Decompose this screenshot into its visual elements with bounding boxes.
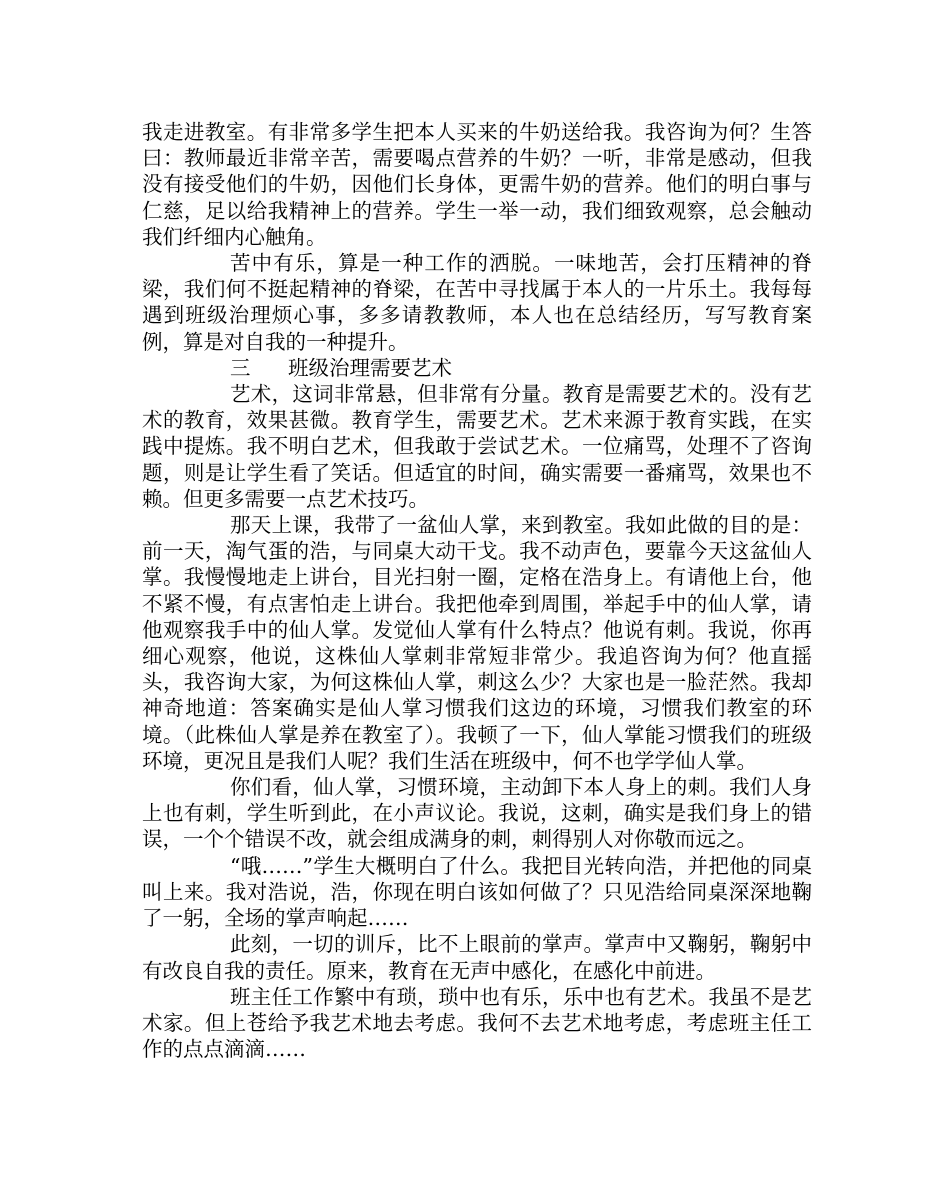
document-page [142, 119, 812, 1062]
section-title: 班级治理需要艺术 [288, 355, 452, 380]
body-paragraph: 此刻，一切的训斥，比不上眼前的掌声。掌声中又鞠躬，鞠躬中有改良自我的责任。原来，教育在无声中感化，在感化中前进。 [142, 932, 812, 983]
section-heading [142, 355, 812, 381]
body-paragraph: 艺术，这词非常悬，但非常有分量。教育是需要艺术的。没有艺术的教育，效果甚微。教育学生，需要艺术。艺术来源于教育实践，在实践中提炼。我不明白艺术，但我敢于尝试艺术。一位痛骂，处理不了咨询题，则是让学生看了笑话。但适宜的时间，确实需要一番痛骂，效果也不赖。但更多需要一点艺术技巧。 [142, 382, 812, 511]
body-paragraph: 你们看，仙人掌，习惯环境，主动卸下本人身上的刺。我们人身上也有刺，学生听到此，在小声议论。我说，这刺，确实是我们身上的错误，一个个错误不改，就会组成满身的刺，刺得别人对你敬而远之。 [142, 775, 812, 852]
body-paragraph: 班主任工作繁中有琐，琐中也有乐，乐中也有艺术。我虽不是艺术家。但上苍给予我艺术地去考虑。我何不去艺术地考虑，考虑班主任工作的点点滴滴…… [142, 984, 812, 1062]
body-paragraph: “哦……”学生大概明白了什么。我把目光转向浩，并把他的同桌叫上来。我对浩说，浩，你现在明白该如何做了？只见浩给同桌深深地鞠了一躬，全场的掌声响起…… [142, 853, 812, 931]
body-paragraph: 那天上课，我带了一盆仙人掌，来到教室。我如此做的目的是：前一天，淘气蛋的浩，与同桌大动干戈。我不动声色，要靠今天这盆仙人掌。我慢慢地走上讲台，目光扫射一圈，定格在浩身上。有请他上台，他不紧不慢，有点害怕走上讲台。我把他牵到周围，举起手中的仙人掌，请他观察我手中的仙人掌。发觉仙人掌有什么特点？他说有刺。我说，你再细心观察，他说，这株仙人掌刺非常短非常少。我追咨询为何？他直摇头，我咨询大家，为何这株仙人掌，刺这么少？大家也是一脸茫然。我却神奇地道：答案确实是仙人掌习惯我们这边的环境，习惯我们教室的环境。（此株仙人掌是养在教室了）。我顿了一下，仙人掌能习惯我们的班级环境，更况且是我们人呢？我们生活在班级中，何不也学学仙人掌。 [142, 513, 812, 773]
body-paragraph: 我走进教室。有非常多学生把本人买来的牛奶送给我。我咨询为何？生答曰：教师最近非常辛苦，需要喝点营养的牛奶？一听，非常是感动，但我没有接受他们的牛奶，因他们长身体，更需牛奶的营养。他们的明白事与仁慈，足以给我精神上的营养。学生一举一动，我们细致观察，总会触动我们纤细内心触角。 [142, 120, 812, 249]
section-number: 三 [230, 355, 251, 380]
body-paragraph: 苦中有乐，算是一种工作的洒脱。一味地苦，会打压精神的脊梁，我们何不挺起精神的脊梁，在苦中寻找属于本人的一片乐土。我每每遇到班级治理烦心事，多多请教教师，本人也在总结经历，写写教育案例，算是对自我的一种提升。 [142, 251, 812, 354]
